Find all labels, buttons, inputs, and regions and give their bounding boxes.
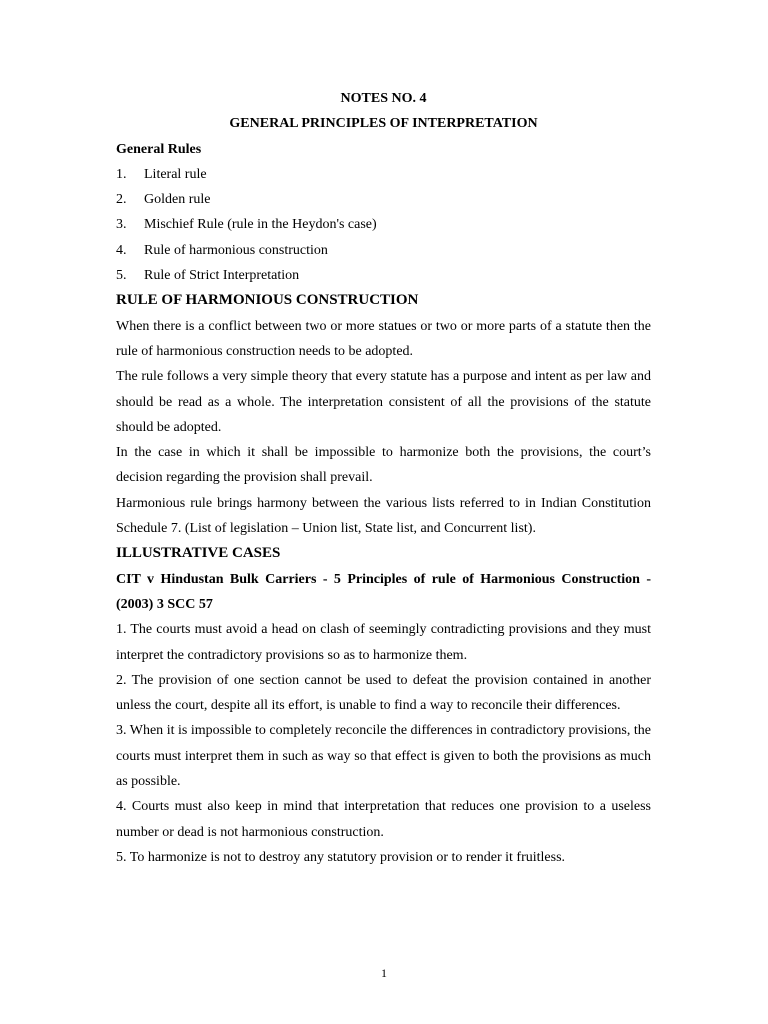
list-item	[116, 187, 651, 212]
list-item-number: 4.	[116, 242, 127, 258]
list-item-text: Literal rule	[144, 166, 207, 182]
principle-paragraph: 3. When it is impossible to completely reconcile the differences in contradictory provisions, the courts must interpret them in such as way so that effect is given to both the provisions as much as possible.	[116, 723, 651, 790]
principle-paragraph: 1. The courts must avoid a head on clash of seemingly contradicting provisions and they must interpret the contradictory provisions so as to harmonize them.	[116, 622, 651, 663]
list-item-number: 3.	[116, 217, 127, 233]
list-item-text: Rule of Strict Interpretation	[144, 268, 300, 284]
principle-paragraph: 2. The provision of one section cannot be used to defeat the provision contained in another unless the court, despite all its effort, is unable to find a way to reconcile their differences.	[116, 672, 651, 714]
list-item	[116, 162, 651, 187]
illustrative-cases-heading: ILLUSTRATIVE CASES	[116, 545, 281, 562]
principle-paragraph: 4. Courts must also keep in mind that interpretation that reduces one provision to a useless number or dead is not harmonious construction.	[116, 799, 651, 840]
principle-paragraph: 5. To harmonize is not to destroy any statutory provision or to render it fruitless.	[116, 849, 566, 865]
document-page	[116, 86, 651, 870]
list-item	[116, 212, 651, 237]
paragraph: In the case in which it shall be impossible to harmonize both the provisions, the court’s decision regarding the provision shall prevail.	[116, 445, 651, 486]
paragraph: The rule follows a very simple theory that every statute has a purpose and intent as per law and should be read as a whole. The interpretation consistent of all the provisions of the statute should be adopted.	[116, 369, 651, 435]
list-item	[116, 263, 651, 288]
list-item	[116, 238, 651, 263]
case-title: CIT v Hindustan Bulk Carriers - 5 Principles of rule of Harmonious Construction - (2003) 3 SCC 57	[116, 571, 651, 612]
document-title: NOTES NO. 4	[340, 91, 427, 106]
general-rules-heading: General Rules	[116, 141, 202, 157]
page-number: 1	[381, 966, 387, 980]
list-item-number: 2.	[116, 192, 127, 208]
harmonious-construction-heading: RULE OF HARMONIOUS CONSTRUCTION	[116, 292, 419, 309]
list-item-text: Mischief Rule (rule in the Heydon's case)	[144, 217, 377, 233]
list-item-text: Golden rule	[144, 192, 211, 208]
list-item-number: 1.	[116, 166, 127, 182]
list-item-text: Rule of harmonious construction	[144, 242, 328, 258]
document-subtitle: GENERAL PRINCIPLES OF INTERPRETATION	[229, 116, 538, 132]
paragraph: Harmonious rule brings harmony between the various lists referred to in Indian Constitution Schedule 7. (List of legislation – Union list, State list, and Concurrent list).	[116, 495, 651, 537]
list-item-number: 5.	[116, 268, 127, 284]
paragraph: When there is a conflict between two or more statues or two or more parts of a statute then the rule of harmonious construction needs to be adopted.	[116, 318, 651, 359]
general-rules-list	[116, 162, 651, 288]
